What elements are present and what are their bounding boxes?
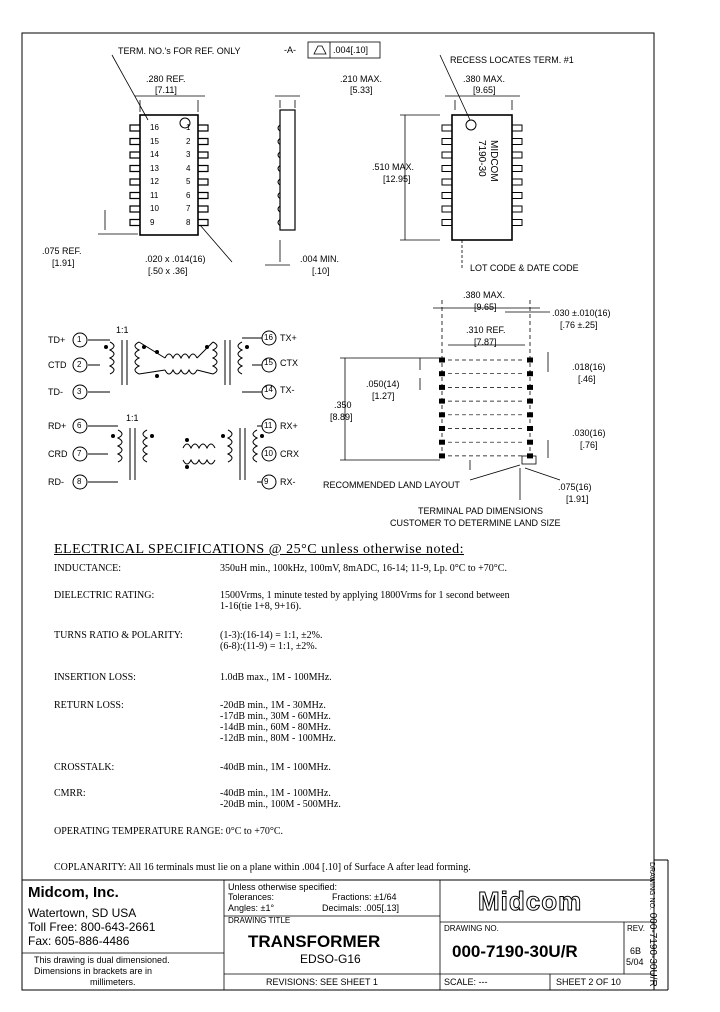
rev-label: REV. (627, 924, 645, 933)
schematic-pin-right: 10 (264, 449, 273, 458)
operating-temperature: OPERATING TEMPERATURE RANGE: 0°C to +70°C. (54, 826, 284, 837)
spec-value: -20dB min., 1M - 30MHz. (220, 700, 326, 711)
coplanarity-note: COPLANARITY: All 16 terminals must lie on a plane within .004 [.10] of Surface A after lead forming. (54, 862, 471, 873)
dim-020: .020 x .014(16) (145, 254, 206, 264)
land-dim-050: .050(14) (366, 379, 400, 389)
drawing-title: TRANSFORMER (248, 932, 381, 951)
schematic-signal-right: CRX (280, 449, 300, 459)
pin-number-right: 3 (186, 150, 191, 159)
schematic-signal-left: TD- (48, 387, 63, 397)
schematic-signal-right: TX- (280, 385, 295, 395)
land-dim-075-mm: [1.91] (566, 494, 589, 504)
revisions-note: REVISIONS: SEE SHEET 1 (266, 977, 378, 987)
land-dim-075: .075(16) (558, 482, 592, 492)
spec-value: (1-3):(16-14) = 1:1, ±2%. (220, 630, 323, 641)
sheet-number: SHEET 2 OF 10 (556, 977, 621, 987)
side-drawing-value: 000-7190-30U/R (647, 912, 658, 987)
land-dim-030: .030 ±.010(16) (552, 308, 611, 318)
spec-value: -40dB min., 1M - 100MHz. (220, 788, 331, 799)
pin-number-left: 10 (150, 204, 159, 213)
spec-value: -20dB min., 100M - 500MHz. (220, 799, 341, 810)
dim-210-mm: [5.33] (350, 85, 373, 95)
pin-number-left: 14 (150, 150, 159, 159)
schematic-signal-left: RD- (48, 477, 64, 487)
pin-number-right: 7 (186, 204, 191, 213)
body-marking-2: 7190-30 (476, 140, 487, 177)
schematic-signal-left: CRD (48, 449, 68, 459)
specs-title: ELECTRICAL SPECIFICATIONS @ 25°C unless otherwise noted: (54, 542, 464, 557)
side-drawing-number (647, 862, 658, 987)
pin-number-right: 5 (186, 177, 191, 186)
tolerances-label: Tolerances: (228, 892, 275, 902)
schematic-signal-left: TD+ (48, 335, 66, 345)
rev-date: 5/04 (626, 957, 644, 967)
pin-number-left: 11 (150, 190, 159, 200)
decimals-tol: Decimals: .005[.13] (322, 903, 400, 913)
dim-280: .280 REF. (146, 74, 186, 84)
flatness-callout: .004[.10] (333, 45, 369, 55)
spec-value: -14dB min., 60M - 80MHz. (220, 722, 331, 733)
land-dim-030b: .030(16) (572, 428, 606, 438)
pin-number-right: 2 (186, 136, 191, 146)
schematic-signal-left: CTD (48, 360, 67, 370)
spec-value: -40dB min., 1M - 100MHz. (220, 762, 331, 773)
spec-value: -12dB min., 80M - 100MHz. (220, 733, 336, 744)
dim-075-mm: [1.91] (52, 258, 75, 268)
pin-number-left: 13 (150, 163, 159, 173)
spec-label: RETURN LOSS: (54, 700, 124, 711)
land-dim-030b-mm: [.76] (580, 440, 598, 450)
pin-number-left: 12 (150, 177, 159, 186)
spec-label: INDUCTANCE: (54, 563, 121, 574)
pin-number-right: 8 (186, 217, 191, 227)
dim-004: .004 MIN. (300, 254, 340, 264)
dim-020-mm: [.50 x .36] (148, 266, 188, 276)
pin-number-left: 15 (150, 136, 159, 146)
company-city: Watertown, SD USA (28, 906, 137, 920)
package-name: EDSO-G16 (300, 952, 361, 966)
rev-value: 6B (630, 946, 642, 956)
lot-code-note: LOT CODE & DATE CODE (470, 263, 579, 273)
land-dim-380-mm: [9.65] (474, 302, 497, 312)
dim-380-mm: [9.65] (473, 85, 496, 95)
land-dim-018: .018(16) (572, 362, 606, 372)
land-dim-380: .380 MAX. (463, 290, 506, 300)
company-name: Midcom, Inc. (28, 884, 119, 901)
land-dim-350: .350 (334, 400, 352, 410)
recommended-land-label: RECOMMENDED LAND LAYOUT (323, 480, 460, 490)
company-fax: Fax: 605-886-4486 (28, 934, 130, 948)
angles-tol: Angles: ±1° (228, 903, 275, 913)
dim-075: .075 REF. (42, 246, 82, 256)
land-dim-350-mm: [8.89] (330, 412, 353, 422)
pin-number-right: 6 (186, 190, 191, 200)
dim-510-mm: [12.95] (383, 174, 411, 184)
dim-510: .510 MAX. (372, 162, 415, 172)
land-dim-030-mm: [.76 ±.25] (560, 320, 598, 330)
schematic-pin-left: 8 (77, 477, 82, 486)
midcom-logo: Midcom (478, 886, 583, 916)
dim-280-mm: [7.11] (155, 85, 177, 95)
dual-dim-note-3: millimeters. (90, 977, 136, 987)
dim-380: .380 MAX. (463, 74, 506, 84)
schematic-pin-right: 9 (264, 477, 269, 486)
dual-dim-note-1: This drawing is dual dimensioned. (34, 955, 170, 965)
schematic-ratio-top: 1:1 (116, 325, 129, 335)
schematic-signal-right: RX- (280, 477, 296, 487)
schematic-signal-right: TX+ (280, 333, 297, 343)
spec-value: 1500Vrms, 1 minute tested by applying 1800Vrms for 1 second between (220, 590, 510, 601)
spec-value: (6-8):(11-9) = 1:1, ±2%. (220, 641, 318, 652)
spec-label: CMRR: (54, 788, 86, 799)
schematic-ratio-bottom: 1:1 (126, 413, 139, 423)
spec-value: -17dB min., 30M - 60MHz. (220, 711, 331, 722)
dim-210: .210 MAX. (340, 74, 383, 84)
schematic-signal-right: CTX (280, 358, 298, 368)
term-note: TERM. NO.'s FOR REF. ONLY (118, 46, 241, 56)
schematic-signal-right: RX+ (280, 421, 298, 431)
terminal-pad-note: TERMINAL PAD DIMENSIONS (418, 506, 544, 516)
schematic-pin-right: 15 (264, 358, 273, 367)
pin-number-right: 1 (186, 123, 191, 132)
datum-a: -A- (284, 45, 296, 55)
spec-value: 350uH min., 100kHz, 100mV, 8mADC, 16-14; 11-9, Lp. 0°C to +70°C. (220, 563, 507, 574)
schematic-pin-left: 2 (77, 360, 82, 369)
spec-label: DIELECTRIC RATING: (54, 590, 155, 601)
fractions-tol: Fractions: ±1/64 (332, 892, 397, 902)
schematic-pin-left: 7 (77, 449, 82, 458)
body-marking-1: MIDCOM (488, 140, 499, 182)
land-dim-310: .310 REF. (466, 325, 506, 335)
side-drawing-label: DRAWING NO. (648, 862, 655, 910)
land-dim-050-mm: [1.27] (372, 391, 395, 401)
land-dim-018-mm: [.46] (578, 374, 596, 384)
drawing-no-label: DRAWING NO. (444, 924, 499, 933)
spec-label: CROSSTALK: (54, 762, 115, 773)
pin-number-left: 16 (150, 123, 159, 132)
drawing-number: 000-7190-30U/R (452, 942, 578, 961)
customer-land-note: CUSTOMER TO DETERMINE LAND SIZE (390, 518, 561, 528)
schematic-signal-left: RD+ (48, 421, 67, 431)
drawing-title-label: DRAWING TITLE (228, 916, 291, 925)
dim-004-mm: [.10] (312, 266, 330, 276)
spec-value: 1.0dB max., 1M - 100MHz. (220, 672, 332, 683)
pin-number-right: 4 (186, 163, 191, 173)
schematic-pin-right: 11 (264, 421, 273, 430)
dual-dim-note-2: Dimensions in brackets are in (34, 966, 153, 976)
spec-value: 1-16(tie 1+8, 9+16). (220, 601, 302, 612)
scale: SCALE: --- (444, 977, 488, 987)
unless-specified: Unless otherwise specified: (228, 882, 338, 892)
schematic-pin-left: 3 (77, 387, 82, 396)
land-dim-310-mm: [7.87] (474, 337, 497, 347)
company-tollfree: Toll Free: 800-643-2661 (28, 920, 156, 934)
spec-label: INSERTION LOSS: (54, 672, 136, 683)
schematic-pin-right: 14 (264, 385, 273, 394)
schematic-pin-left: 6 (77, 421, 82, 430)
recess-note: RECESS LOCATES TERM. #1 (450, 55, 574, 65)
spec-label: TURNS RATIO & POLARITY: (54, 630, 183, 641)
schematic-pin-right: 16 (264, 333, 273, 342)
pin-number-left: 9 (150, 217, 155, 227)
schematic-pin-left: 1 (77, 335, 82, 344)
